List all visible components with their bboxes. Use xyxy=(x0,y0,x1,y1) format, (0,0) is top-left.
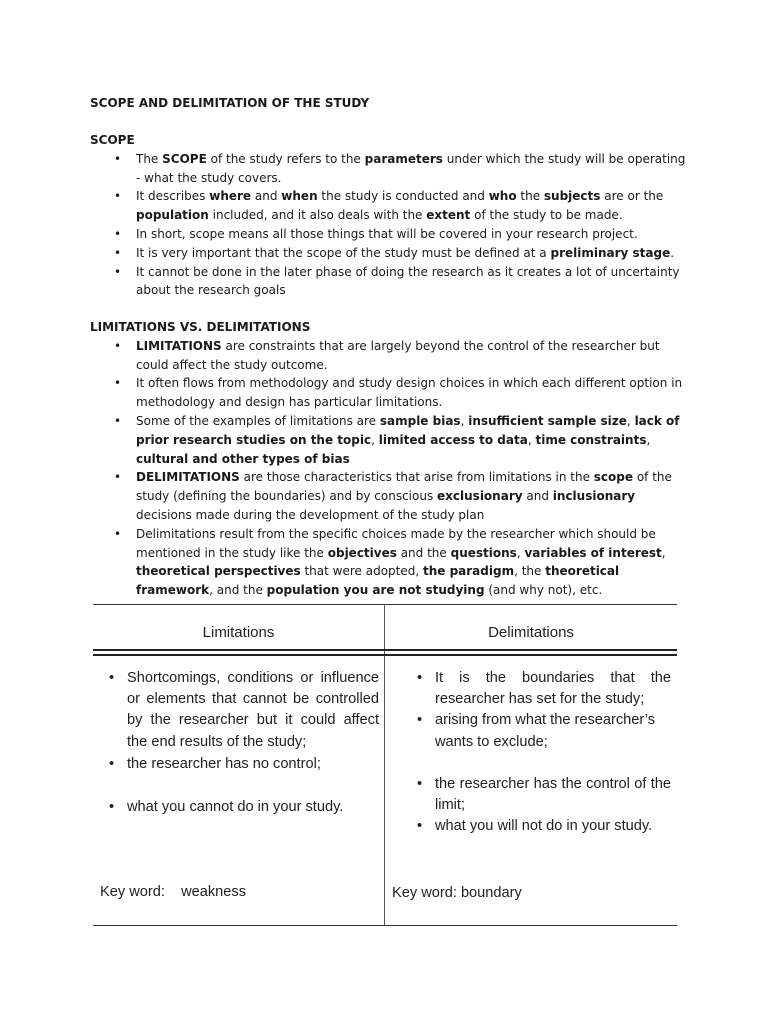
limitations-column-header: Limitations xyxy=(202,624,275,641)
list-item: • It cannot be done in the later phase of doing the research as it creates a lot of uncertainty about the research goals xyxy=(90,263,690,301)
list-item: • Shortcomings, conditions or influence or elements that cannot be controlled by the researcher but it could affect the end results of the study; xyxy=(99,668,379,753)
list-item: • Delimitations result from the specific choices made by the researcher which should be mentioned in the study like the objectives and the questions, variables of interest, theoretical perspectives that were adopted, the paradigm, the theoretical framework, and the population you are not studying (and why not), etc. xyxy=(90,525,690,600)
list-item: • DELIMITATIONS are those characteristics that arise from limitations in the scope of the study (defining the boundaries) and by conscious exclusionary and inclusionary decisions made during the development of the study plan xyxy=(90,468,690,524)
limitations-keyword: Key word: weakness xyxy=(100,884,247,900)
comparison-table xyxy=(93,604,677,926)
page-title: SCOPE AND DELIMITATION OF THE STUDY xyxy=(90,96,370,110)
scope-heading: SCOPE xyxy=(90,133,135,147)
list-item: • the researcher has no control; xyxy=(99,754,379,775)
delimitations-column xyxy=(407,668,671,837)
table-header-border xyxy=(93,649,677,651)
scope-section xyxy=(90,131,690,300)
list-item: • It often flows from methodology and study design choices in which each different option in methodology and design has particular limitations. xyxy=(90,374,690,412)
list-item: • It describes where and when the study is conducted and who the subjects are or the population included, and it also deals with the extent of the study to be made. xyxy=(90,187,690,225)
limitations-list xyxy=(90,337,690,600)
list-item: • In short, scope means all those things that will be covered in your research project. xyxy=(90,225,690,244)
list-item: • It is very important that the scope of the study must be defined at a preliminary stage. xyxy=(90,244,690,263)
list-item: • The SCOPE of the study refers to the parameters under which the study will be operating - what the study covers. xyxy=(90,150,690,188)
limitations-heading: LIMITATIONS VS. DELIMITATIONS xyxy=(90,320,311,334)
table-header-border xyxy=(93,654,677,656)
list-item: • what you will not do in your study. xyxy=(407,816,671,837)
table-bottom-border xyxy=(93,925,677,926)
list-item: • arising from what the researcher’s wants to exclude; xyxy=(407,710,671,752)
limitations-column xyxy=(99,668,379,818)
table-column-divider xyxy=(384,604,385,926)
table-top-border xyxy=(93,604,677,605)
list-item: • It is the boundaries that the researcher has set for the study; xyxy=(407,668,671,710)
list-item: • Some of the examples of limitations are sample bias, insufficient sample size, lack of prior research studies on the topic, limited access to data, time constraints, cultural and other types of bias xyxy=(90,412,690,468)
delimitations-keyword: Key word: boundary xyxy=(392,885,522,901)
list-item: • what you cannot do in your study. xyxy=(99,797,379,818)
scope-list xyxy=(90,150,690,300)
list-item: • LIMITATIONS are constraints that are largely beyond the control of the researcher but could affect the study outcome. xyxy=(90,337,690,375)
delimitations-column-header: Delimitations xyxy=(488,624,574,641)
list-item: • the researcher has the control of the limit; xyxy=(407,774,671,816)
limitations-section xyxy=(90,318,690,600)
